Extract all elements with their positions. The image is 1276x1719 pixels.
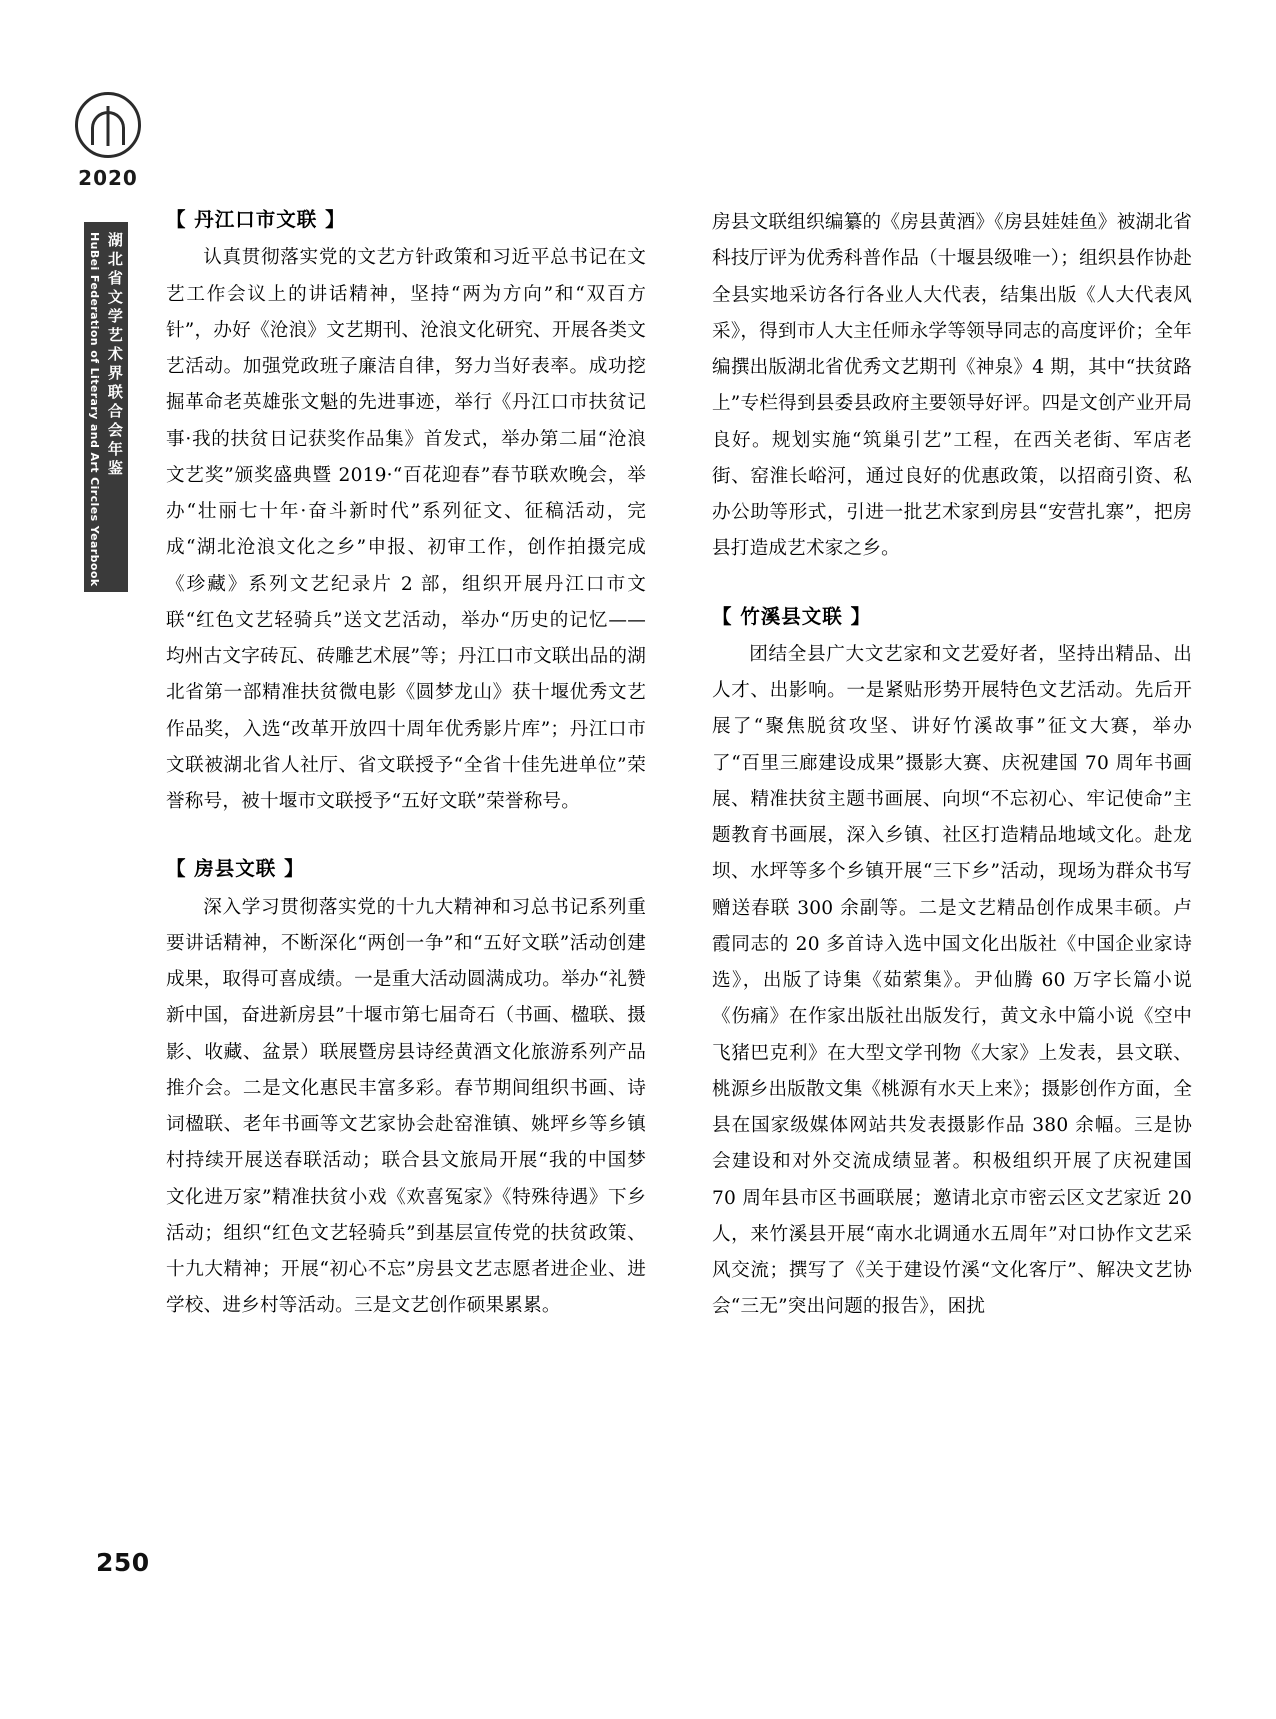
spine-label xyxy=(84,222,128,592)
spine-title-cn: 湖北省文学艺术界联合会年鉴 xyxy=(105,232,124,479)
section-heading-danjiangkou: 【 丹江口市文联 】 xyxy=(166,208,346,231)
federation-emblem-icon xyxy=(75,92,141,158)
spine-title-en: HuBei Federation of Literary and Art Circles Yearbook xyxy=(88,232,102,587)
section-heading-zhuxi: 【 竹溪县文联 】 xyxy=(712,604,872,628)
page-columns xyxy=(166,205,1192,1495)
section-body-fangxian: 深入学习贯彻落实党的十九大精神和习总书记系列重要讲话精神，不断深化“两创一争”和“五好文联”活动创建成果，取得可喜成绩。一是重大活动圆满成功。举办“礼赞新中国，奋进新房县”十堰市第七届奇石（书画、楹联、摄影、收藏、盆景）联展暨房县诗经黄酒文化旅游系列产品推介会。二是文化惠民丰富多彩。春节期间组织书画、诗词楹联、老年书画等文艺家协会赴窑淮镇、姚坪乡等乡镇村持续开展送春联活动；联合县文旅局开展“我的中国梦 文化进万家”精准扶贫小戏《欢喜冤家》《特殊待遇》下乡活动；组织“红色文艺轻骑兵”到基层宣传党的扶贫政策、十九大精神；开展“初心不忘”房县文艺志愿者进企业、进学校、进乡村等活动。三是文艺创作硕果累累。 xyxy=(166,896,646,1317)
logo-year: 2020 xyxy=(78,166,138,190)
page-number: 250 xyxy=(96,1548,150,1577)
section-heading-fangxian: 【 房县文联 】 xyxy=(166,857,305,881)
section-body-fangxian-continued: 房县文联组织编纂的《房县黄酒》《房县娃娃鱼》被湖北省科技厅评为优秀科普作品（十堰县级唯一）；组织县作协赴全县实地采访各行各业人大代表，结集出版《人大代表风采》，得到市人大主任师永学等领导同志的高度评价；全年编撰出版湖北省优秀文艺期刊《神泉》4 期，其中“扶贫路上”专栏得到县委县政府主要领导好评。四是文创产业开局良好。规划实施“筑巢引艺”工程，在西关老街、军店老街、窑淮长峪河，通过良好的优惠政策，以招商引资、私办公助等形式，引进一批艺术家到房县“安营扎寨”，把房县打造成艺术家之乡。 xyxy=(712,212,1192,560)
yearbook-logo xyxy=(70,92,146,190)
right-column xyxy=(712,205,1192,1495)
section-body-danjiangkou: 认真贯彻落实党的文艺方针政策和习近平总书记在文艺工作会议上的讲话精神，坚持“两为方向”和“双百方针”，办好《沧浪》文艺期刊、沧浪文化研究、开展各类文艺活动。加强党政班子廉洁自律，努力当好表率。成功挖掘革命老英雄张文魁的先进事迹，举行《丹江口市扶贫记事·我的扶贫日记获奖作品集》首发式，举办第二届“沧浪文艺奖”颁奖盛典暨 2019·“百花迎春”春节联欢晚会，举办“壮丽七十年·奋斗新时代”系列征文、征稿活动，完成“湖北沧浪文化之乡”申报、初审工作，创作拍摄完成《珍藏》系列文艺纪录片 2 部，组织开展丹江口市文联“红色文艺轻骑兵”送文艺活动，举办“历史的记忆——均州古文字砖瓦、砖雕艺术展”等；丹江口市文联出品的湖北省第一部精准扶贫微电影《圆梦龙山》获十堰优秀文艺作品奖，入选“改革开放四十周年优秀影片库”；丹江口市文联被湖北省人社厅、省文联授予“全省十佳先进单位”荣誉称号，被十堰市文联授予“五好文联”荣誉称号。 xyxy=(166,247,646,812)
section-body-zhuxi: 团结全县广大文艺家和文艺爱好者，坚持出精品、出人才、出影响。一是紧贴形势开展特色文艺活动。先后开展了“聚焦脱贫攻坚、讲好竹溪故事”征文大赛，举办了“百里三廊建设成果”摄影大赛、庆祝建国 70 周年书画展、精准扶贫主题书画展、向坝“不忘初心、牢记使命”主题教育书画展，深入乡镇、社区打造精品地域文化。赴龙坝、水坪等多个乡镇开展“三下乡”活动，现场为群众书写赠送春联 300 余副等。二是文艺精品创作成果丰硕。卢霞同志的 20 多首诗入选中国文化出版社《中国企业家诗选》，出版了诗集《茹萦集》。尹仙腾 60 万字长篇小说《伤痛》在作家出版社出版发行，黄文永中篇小说《空中飞猪巴克利》在大型文学刊物《大家》上发表，县文联、桃源乡出版散文集《桃源有水天上来》；摄影创作方面，全县在国家级媒体网站共发表摄影作品 380 余幅。三是协会建设和对外交流成绩显著。积极组织开展了庆祝建国 70 周年县市区书画联展；邀请北京市密云区文艺家近 20 人，来竹溪县开展“南水北调通水五周年”对口协作文艺采风交流；撰写了《关于建设竹溪“文化客厅”、解决文艺协会“三无”突出问题的报告》，困扰 xyxy=(712,643,1192,1318)
left-column xyxy=(166,205,646,1495)
